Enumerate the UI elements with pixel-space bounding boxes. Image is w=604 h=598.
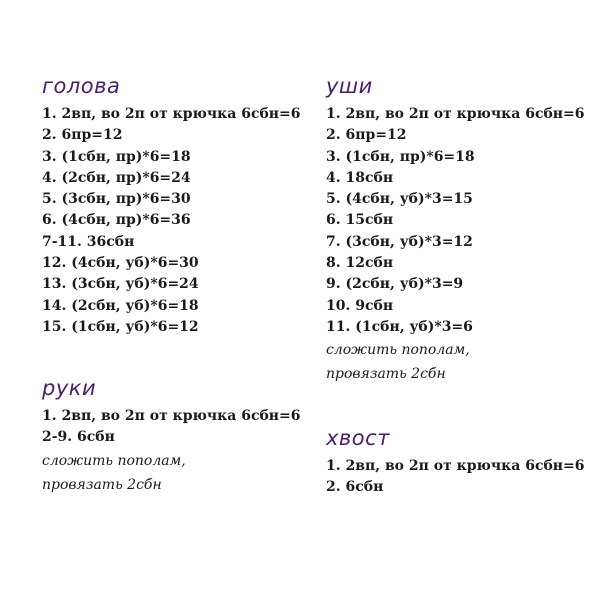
- instruction-line: 3. (1сбн, пр)*6=18: [326, 148, 475, 165]
- instruction-line: 14. (2сбн, уб)*6=18: [42, 297, 199, 314]
- instruction-line: 1. 2вп, во 2п от крючка 6сбн=6: [42, 408, 301, 424]
- section-tail: [326, 426, 585, 499]
- instruction-line: 9. (2сбн, уб)*3=9: [326, 276, 464, 293]
- section-title-tail: хвост: [326, 426, 390, 450]
- section-title-ears: уши: [326, 74, 373, 98]
- instruction-line: 6. 15сбн: [326, 212, 394, 229]
- instruction-line: 2. 6пр=12: [326, 127, 407, 144]
- section-head: [42, 74, 301, 338]
- instruction-line: 4. (2сбн, пр)*6=24: [42, 169, 191, 186]
- instruction-note: провязать 2сбн: [326, 366, 446, 383]
- instruction-line: 15. (1сбн, уб)*6=12: [42, 318, 199, 335]
- instruction-line: 2. 6сбн: [326, 479, 384, 496]
- instruction-line: 1. 2вп, во 2п от крючка 6сбн=6: [326, 106, 585, 122]
- instruction-line: 2-9. 6сбн: [42, 429, 115, 446]
- instruction-note: сложить пополам,: [42, 452, 186, 469]
- instruction-line: 6. (4сбн, пр)*6=36: [42, 212, 191, 229]
- instruction-note: провязать 2сбн: [42, 476, 162, 493]
- instruction-list-arms: [42, 406, 301, 497]
- instruction-line: 5. (3сбн, пр)*6=30: [42, 191, 191, 208]
- instruction-line: 10. 9сбн: [326, 297, 394, 314]
- instruction-line: 4. 18сбн: [326, 169, 394, 186]
- section-ears: [326, 74, 585, 386]
- instruction-line: 2. 6пр=12: [42, 127, 123, 144]
- instruction-line: 5. (4сбн, уб)*3=15: [326, 191, 473, 208]
- instruction-line: 12. (4сбн, уб)*6=30: [42, 255, 199, 272]
- section-arms: [42, 376, 301, 497]
- instruction-list-tail: [326, 456, 585, 499]
- instruction-line: 3. (1сбн, пр)*6=18: [42, 148, 191, 165]
- instruction-note: сложить пополам,: [326, 342, 470, 359]
- instruction-line: 7-11. 36сбн: [42, 233, 135, 250]
- instruction-line: 1. 2вп, во 2п от крючка 6сбн=6: [326, 458, 585, 474]
- instruction-line: 8. 12сбн: [326, 255, 394, 272]
- instruction-line: 13. (3сбн, уб)*6=24: [42, 276, 199, 293]
- section-title-head: голова: [42, 74, 121, 98]
- instruction-list-ears: [326, 104, 585, 386]
- instruction-list-head: [42, 104, 301, 338]
- instruction-line: 11. (1сбн, уб)*3=6: [326, 318, 473, 335]
- instruction-line: 1. 2вп, во 2п от крючка 6сбн=6: [42, 106, 301, 122]
- instruction-line: 7. (3сбн, уб)*3=12: [326, 233, 473, 250]
- section-title-arms: руки: [42, 376, 97, 400]
